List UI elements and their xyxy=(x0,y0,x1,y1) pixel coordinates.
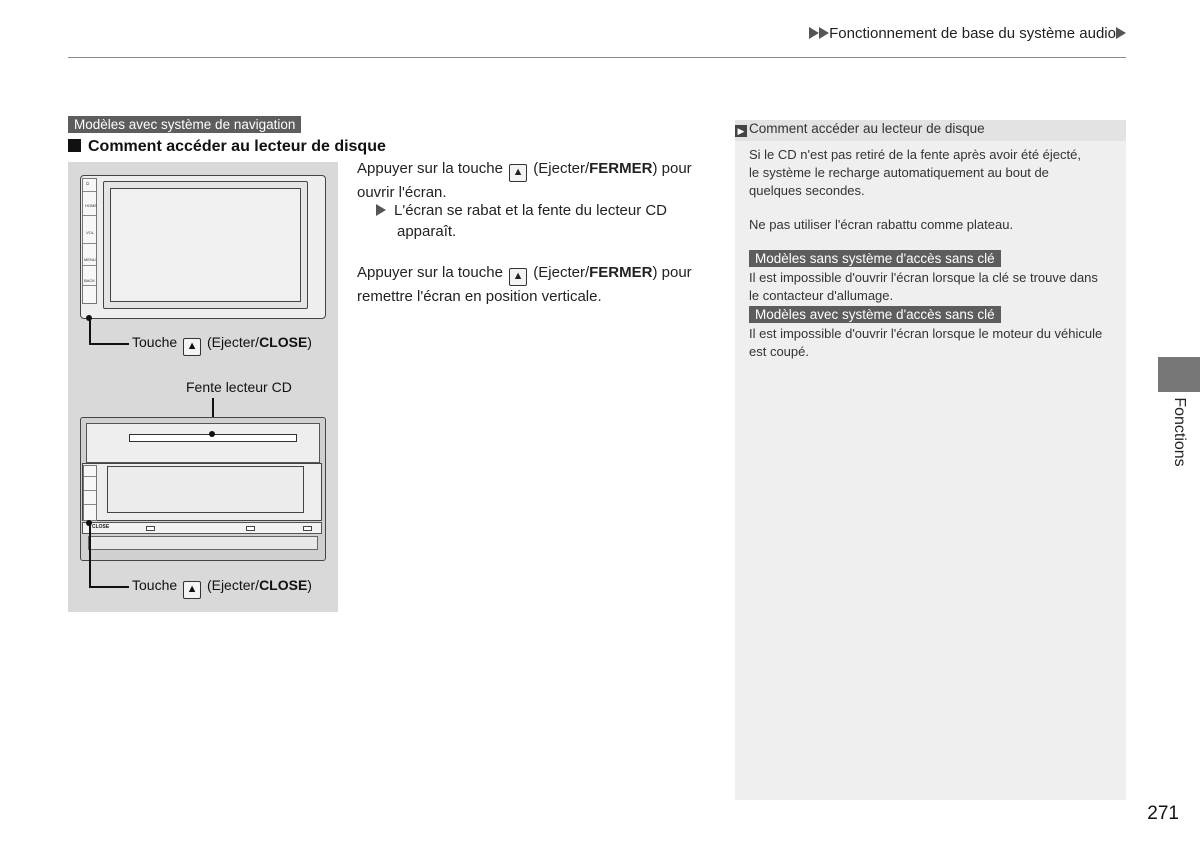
header-divider xyxy=(68,57,1126,58)
eject-icon: ▲ xyxy=(183,581,201,599)
step-1: Appuyer sur la touche ▲ (Ejecter/FERMER) pour ouvrir l'écran. xyxy=(357,160,692,201)
callout-dot xyxy=(209,431,215,437)
power-icon: ⏻ xyxy=(86,181,90,186)
note-keyless: Il est impossible d'ouvrir l'écran lorsque le moteur du véhicule est coupé. xyxy=(749,326,1103,359)
chevron-right-icon xyxy=(819,27,829,39)
model-tag: Modèles avec système de navigation xyxy=(68,116,301,133)
close-label: CLOSE xyxy=(92,524,110,530)
menu-label: MENU xyxy=(84,257,96,262)
reference-arrow-icon: ▶ xyxy=(735,125,747,137)
callout-eject-button-1: Touche ▲ (Ejecter/CLOSE) xyxy=(132,334,312,356)
unit-base xyxy=(88,536,318,550)
note-no-keyless: Il est impossible d'ouvrir l'écran lorsque la clé se trouve dans le contacteur d'allumage. xyxy=(749,270,1098,303)
step-2: Appuyer sur la touche ▲ (Ejecter/FERMER) pour remettre l'écran en position verticale. xyxy=(357,264,692,305)
home-label: HOME xyxy=(85,203,97,208)
eject-icon: ▲ xyxy=(509,268,527,286)
callout-cd-slot: Fente lecteur CD xyxy=(186,379,292,395)
section-title: Comment accéder au lecteur de disque xyxy=(68,138,386,156)
note-tray: Ne pas utiliser l'écran rabattu comme plateau. xyxy=(749,217,1014,232)
eject-icon: ▲ xyxy=(509,164,527,182)
callout-line xyxy=(89,318,91,344)
result-arrow-icon xyxy=(376,204,386,216)
callout-line xyxy=(89,586,129,588)
indicator xyxy=(146,526,155,531)
unit-button-column xyxy=(82,178,97,304)
chevron-right-icon xyxy=(809,27,819,39)
side-heading: ▶ Comment accéder au lecteur de disque xyxy=(735,121,985,137)
back-label: BACK xyxy=(84,278,95,283)
header-title: Fonctionnement de base du système audio xyxy=(809,25,1126,42)
vol-label: VOL xyxy=(86,230,95,235)
chapter-tab-label: Fonctions xyxy=(1171,397,1188,467)
chevron-right-icon xyxy=(1116,27,1126,39)
cd-slot-area xyxy=(86,423,320,463)
unit-bottom-strip xyxy=(82,522,322,534)
eject-icon: ▲ xyxy=(183,338,201,356)
result-1: L'écran se rabat et la fente du lecteur CD apparaît. xyxy=(376,200,716,242)
model-tag-keyless: Modèles avec système d'accès sans clé xyxy=(749,306,1001,323)
page-number: 271 xyxy=(1147,803,1179,824)
callout-eject-button-2: Touche ▲ (Ejecter/CLOSE) xyxy=(132,577,312,599)
lowered-screen xyxy=(107,466,304,513)
note-cd-reload: Si le CD n'est pas retiré de la fente après avoir été éjecté, le système le recharge automatiquement au bout de quelques secondes. xyxy=(749,147,1081,198)
model-tag-no-keyless: Modèles sans système d'accès sans clé xyxy=(749,250,1001,267)
indicator xyxy=(303,526,312,531)
callout-line xyxy=(89,343,129,345)
chapter-tab xyxy=(1158,357,1200,392)
unit-button-column xyxy=(83,465,97,521)
indicator xyxy=(246,526,255,531)
screen xyxy=(110,188,301,302)
square-bullet-icon xyxy=(68,139,81,152)
callout-line xyxy=(89,523,91,587)
